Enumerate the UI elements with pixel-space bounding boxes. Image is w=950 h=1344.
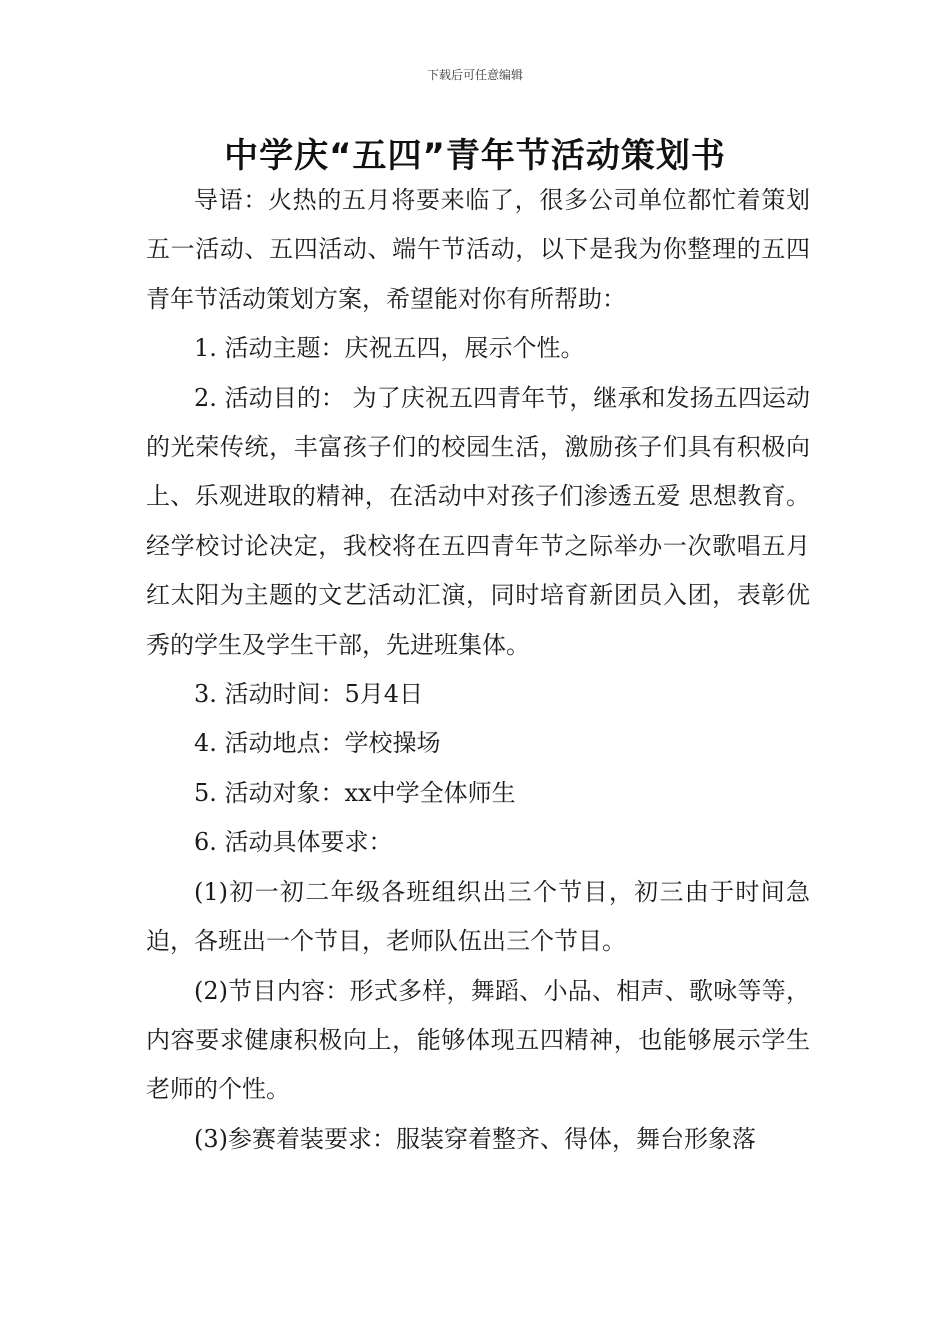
intro-paragraph: 导语：火热的五月将要来临了，很多公司单位都忙着策划五一活动、五四活动、端午节活动，以下是我为你整理的五四青年节活动策划方案，希望能对你有所帮助： xyxy=(146,186,810,313)
subitem-content: (2)节目内容：形式多样，舞蹈、小品、相声、歌咏等等，内容要求健康积极向上，能够体现五四精神，也能够展示学生老师的个性。 xyxy=(146,976,810,1104)
header-note: 下载后可任意编辑 xyxy=(426,68,523,82)
document-body xyxy=(146,176,810,1164)
subitem-attire: (3)参赛着装要求：服装穿着整齐、得体，舞台形象落 xyxy=(194,1124,756,1153)
item-purpose: 2. 活动目的： 为了庆祝五四青年节，继承和发扬五四运动的光荣传统，丰富孩子们的校园生活，激励孩子们具有积极向上、乐观进取的精神，在活动中对孩子们渗透五爱 思想教育。经学校讨论决定，我校将在五四青年节之际举办一次歌唱五月红太阳为主题的文艺活动汇演，同时培育新团员入团，表彰优秀的学生及学生干部，先进班集体。 xyxy=(146,383,810,659)
item-theme: 1. 活动主题：庆祝五四，展示个性。 xyxy=(194,334,585,363)
item-location: 4. 活动地点：学校操场 xyxy=(194,729,441,758)
subitem-programs: (1)初一初二年级各班组织出三个节目，初三由于时间急迫，各班出一个节目，老师队伍出三个节目。 xyxy=(146,877,810,956)
document-title: 中学庆“五四”青年节活动策划书 xyxy=(224,136,726,176)
item-audience: 5. 活动对象：xx中学全体师生 xyxy=(194,778,516,807)
item-time: 3. 活动时间：5月4日 xyxy=(194,680,424,709)
item-requirements: 6. 活动具体要求： xyxy=(194,828,393,857)
